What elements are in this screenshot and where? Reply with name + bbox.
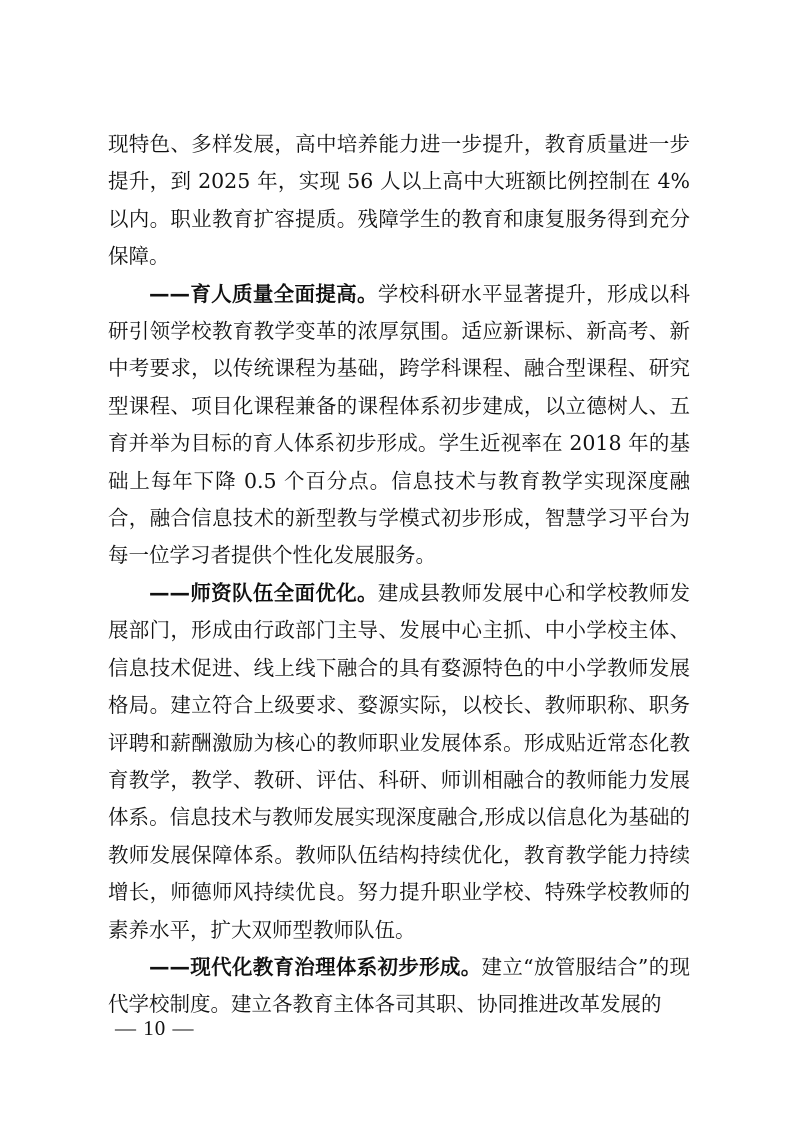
paragraph-heading: ——育人质量全面提高。: [149, 281, 378, 306]
paragraph-teacher-workforce: [108, 575, 690, 949]
paragraph-governance-system: [108, 949, 690, 1024]
paragraph-heading: ——现代化教育治理体系初步形成。: [149, 954, 482, 979]
paragraph-text: 学校科研水平显著提升，形成以科研引领学校教育教学变革的浓厚氛围。适应新课标、新高考、新中考要求，以传统课程为基础，跨学科课程、融合型课程、研究型课程、项目化课程兼备的课程体系初步建成，以立德树人、五育并举为目标的育人体系初步形成。学生近视率在 2018 年的基础上每年下降 0.5 个百分点。信息技术与教育教学实现深度融合，融合信息技术的新型教与学模式初步形成，智慧学习平台为每一位学习者提供个性化发展服务。: [108, 281, 691, 568]
paragraph-continuation: [108, 126, 690, 276]
page-number: — 10 —: [115, 1016, 195, 1040]
paragraph-text: 建立“放管服结合”的现代学校制度。建立各教育主体各司其职、协同推进改革发展的: [108, 954, 691, 1017]
paragraph-heading: ——师资队伍全面优化。: [149, 580, 378, 605]
document-body: [108, 126, 690, 1024]
paragraph-education-quality: [108, 276, 690, 575]
paragraph-text: 建成县教师发展中心和学校教师发展部门，形成由行政部门主导、发展中心主抓、中小学校主体、信息技术促进、线上线下融合的具有婺源特色的中小学教师发展格局。建立符合上级要求、婺源实际，以校长、教师职称、职务评聘和薪酬激励为核心的教师职业发展体系。形成贴近常态化教育教学，教学、教研、评估、科研、师训相融合的教师能力发展体系。信息技术与教师发展实现深度融合,形成以信息化为基础的教师发展保障体系。教师队伍结构持续优化，教育教学能力持续增长，师德师风持续优良。努力提升职业学校、特殊学校教师的素养水平，扩大双师型教师队伍。: [108, 580, 691, 942]
paragraph-text: 现特色、多样发展，高中培养能力进一步提升，教育质量进一步提升，到 2025 年，实现 56 人以上高中大班额比例控制在 4%以内。职业教育扩容提质。残障学生的教育和康复服务得到充分保障。: [108, 132, 690, 269]
